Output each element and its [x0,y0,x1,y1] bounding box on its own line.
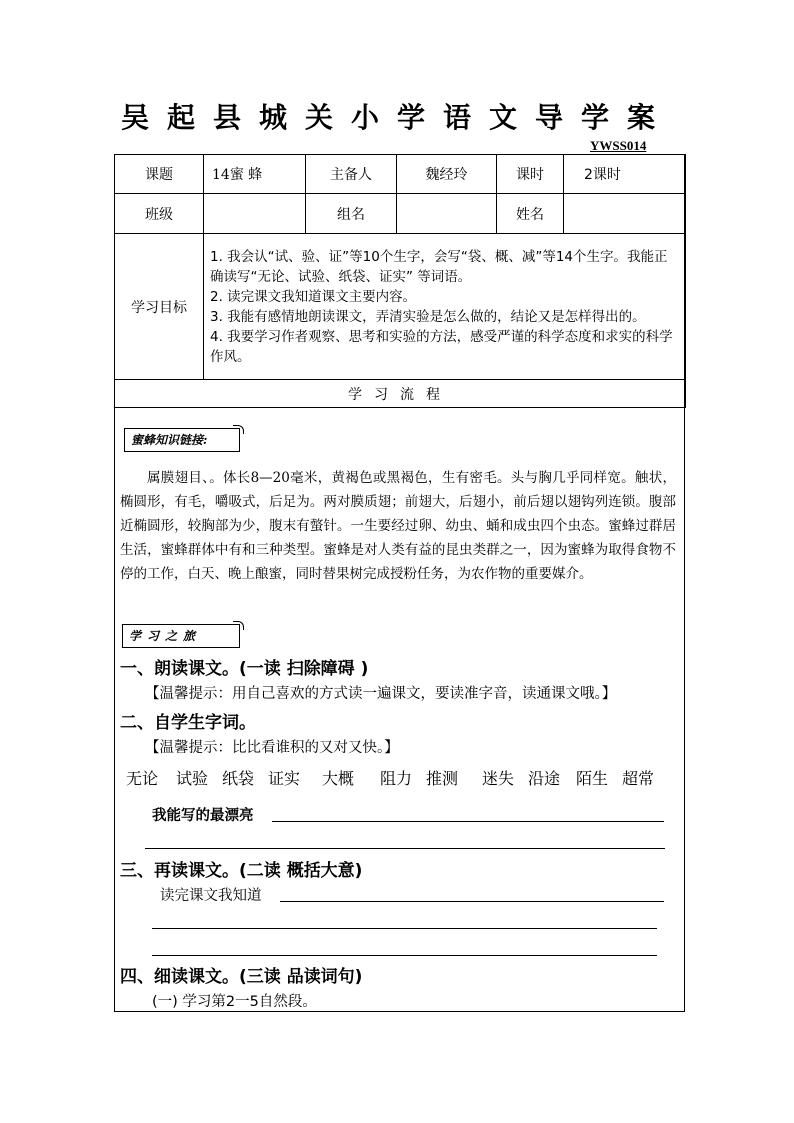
hours-value: 2课时 [564,155,686,194]
vocab-word: 迷失 [482,769,515,788]
goal-item: 3. 我能有感情地朗读课文，弄清实验是怎么做的，结论又是怎样得出的。 [210,308,646,325]
group-label: 组名 [306,194,397,234]
goals-list [204,234,686,380]
goal-item: 2. 读完课文我知道课文主要内容。 [210,288,417,305]
section-1-title: 一、朗读课文。(一读 扫除障碍 ) [120,659,369,679]
document-title: 吴起县城关小学语文导学案 [120,101,673,134]
goal-item: 1. 我会认“试、验、证”等10个生字，会写“袋、概、减”等14个生字。我能正确读写“无论、试验、纸袋、证实” 等词语。 [210,248,668,285]
section-4-title: 四、细读课文。(三读 品读词句) [120,967,363,987]
vocab-word: 阻力 [380,769,413,788]
class-field[interactable] [204,194,306,234]
vocab-word: 超常 [622,769,655,788]
name-label: 姓名 [497,194,564,234]
write-line[interactable] [272,821,664,822]
section-4-subtitle: (一) 学习第2一5自然段。 [152,994,317,1010]
document-code: YWSS014 [590,138,647,153]
vocab-word: 推测 [426,769,459,788]
class-label: 班级 [115,194,204,234]
hours-label: 课时 [497,155,564,194]
summary-line[interactable] [280,901,664,902]
summary-label: 读完课文我知道 [160,888,262,904]
flow-heading: 学习流程 [115,380,686,408]
section-2-title: 二、自学生字词。 [120,713,256,733]
preparer-value: 魏经玲 [397,155,497,194]
knowledge-link-tag: 蜜蜂知识链接: [124,428,240,452]
section-2-tip: 【温馨提示：比比看谁积的又对又快。】 [145,740,399,756]
vocab-word: 试验 [176,769,209,788]
name-field[interactable] [564,194,686,234]
bee-knowledge-text: 属膜翅目、。体长8—20毫米，黄褐色或黑褐色，生有密毛。头与胸几乎同样宽。触状，椭圆形，有毛，嚼吸式，后足为。两对膜质翅；前翅大，后翅小，前后翅以翅钩列连锁。腹部近椭圆形，较胸部为少，腹末有螫针。一生要经过卵、幼虫、蛹和成虫四个虫态。蜜蜂过群居生活，蜜蜂群体中有和三种类型。蜜蜂是对人类有益的昆虫类群之一，因为蜜蜂为取得食物不停的工作，白天、晚上酿蜜，同时替果树完成授粉任务，为农作物的重要媒介。 [120,470,676,582]
group-field[interactable] [397,194,497,234]
vocab-word: 大概 [322,769,355,788]
summary-line[interactable] [152,928,657,929]
summary-line[interactable] [152,955,657,956]
learning-path-tag: 学习之旅 [122,624,240,648]
vocab-word: 陌生 [576,769,609,788]
write-line[interactable] [145,848,665,849]
vocab-word: 证实 [268,769,301,788]
section-3-title: 三、再读课文。(二读 概括大意) [120,861,363,881]
topic-label: 课题 [115,155,204,194]
vocab-word: 纸袋 [222,769,255,788]
goal-item: 4. 我要学习作者观察、思考和实验的方法，感受严谨的科学态度和求实的科学作风。 [210,328,673,365]
section-1-tip: 【温馨提示：用自己喜欢的方式读一遍课文，要读准字音，读通课文哦。】 [145,686,617,702]
vocab-word: 无论 [126,769,159,788]
topic-value: 14蜜 蜂 [204,155,306,194]
preparer-label: 主备人 [306,155,397,194]
goals-label: 学习目标 [115,234,204,380]
write-label: 我能写的最漂亮 [152,808,254,824]
vocab-word: 沿途 [528,769,561,788]
info-table [114,154,686,408]
